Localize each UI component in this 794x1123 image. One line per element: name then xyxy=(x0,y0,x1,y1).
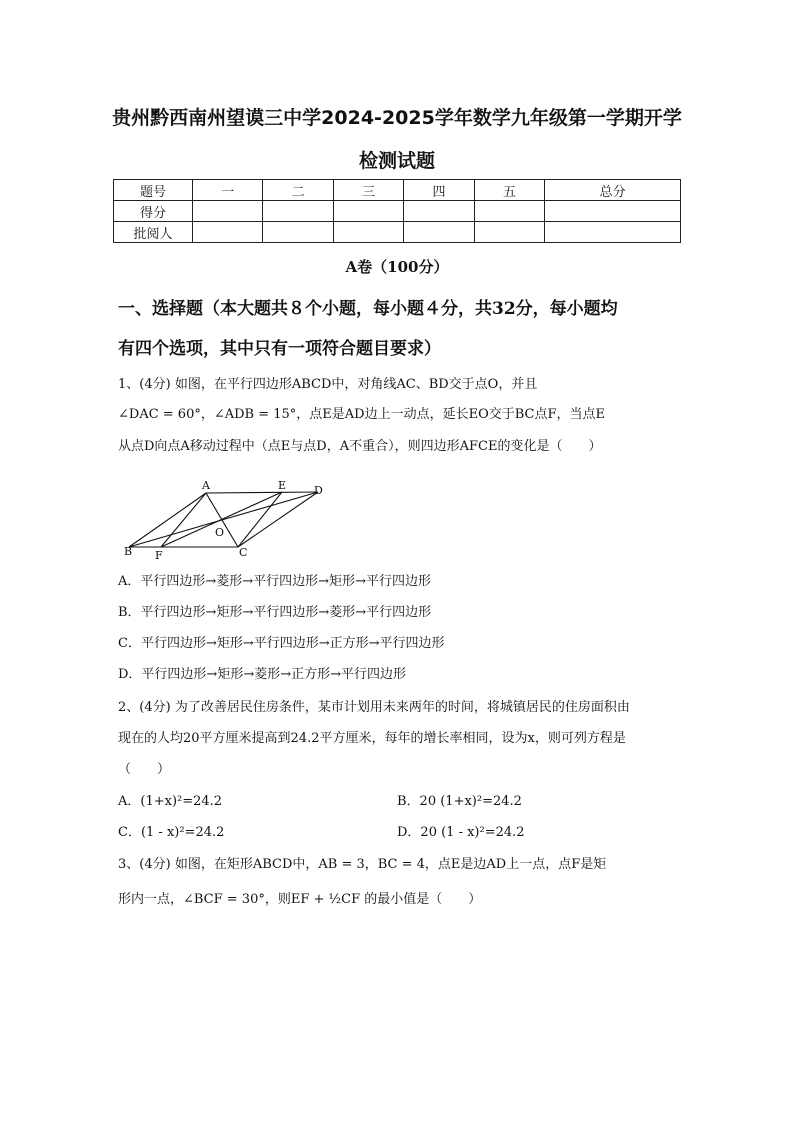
score-table-cell xyxy=(474,222,544,243)
score-table-cell xyxy=(193,222,263,243)
score-table-cell: 二 xyxy=(263,180,333,201)
score-table-cell: 三 xyxy=(333,180,403,201)
score-table-header-row xyxy=(114,180,681,201)
score-table-cell xyxy=(545,201,681,222)
q2-stem-line3: （ ） xyxy=(118,762,171,777)
score-table-cell xyxy=(404,201,474,222)
score-table-cell xyxy=(193,201,263,222)
segment-ce xyxy=(238,492,282,547)
label-b: B xyxy=(124,545,133,558)
exam-title-line1: 贵州黔西南州望谟三中学2024-2025学年数学九年级第一学期开学 xyxy=(112,107,682,129)
score-table-cell: 得分 xyxy=(114,201,193,222)
score-table-cell xyxy=(333,201,403,222)
score-table-cell: 题号 xyxy=(114,180,193,201)
edge-cd xyxy=(238,492,318,547)
q2-option-b[interactable]: B．20 (1+x)²=24.2 xyxy=(397,794,522,809)
section-heading-line1: 一、选择题（本大题共８个小题，每小题４分，共32分，每小题均 xyxy=(118,299,618,319)
q2-option-a[interactable]: A．(1+x)²=24.2 xyxy=(118,794,223,809)
volume-label: A卷（100分） xyxy=(345,258,449,276)
score-table-cell: 总分 xyxy=(545,180,681,201)
q1-option-a[interactable]: A．平行四边形→菱形→平行四边形→矩形→平行四边形 xyxy=(118,574,431,589)
q2-option-d[interactable]: D．20 (1 - x)²=24.2 xyxy=(397,825,525,840)
q2-stem-line1: 2、(4分) 为了改善居民住房条件，某市计划用未来两年的时间，将城镇居民的住房面积由 xyxy=(118,700,630,715)
score-table-cell: 批阅人 xyxy=(114,222,193,243)
score-table-cell: 四 xyxy=(404,180,474,201)
score-table-row-score xyxy=(114,201,681,222)
q1-option-d[interactable]: D．平行四边形→矩形→菱形→正方形→平行四边形 xyxy=(118,667,406,682)
label-d: D xyxy=(314,484,323,497)
parallelogram-figure xyxy=(118,478,348,564)
label-f: F xyxy=(155,549,163,562)
q1-option-b[interactable]: B．平行四边形→矩形→平行四边形→菱形→平行四边形 xyxy=(118,605,432,620)
score-table-row-reviewer xyxy=(114,222,681,243)
label-e: E xyxy=(278,479,287,492)
exam-title-line2: 检测试题 xyxy=(358,150,435,172)
score-table-cell xyxy=(545,222,681,243)
q3-stem-line1: 3、(4分) 如图，在矩形ABCD中，AB = 3，BC = 4，点E是边AD上一点，点F是矩 xyxy=(118,857,607,872)
score-table-cell xyxy=(263,222,333,243)
q1-stem-line3: 从点D向点A移动过程中（点E与点D，A不重合），则四边形AFCE的变化是（ ） xyxy=(118,439,602,454)
label-o: O xyxy=(215,526,225,539)
score-table xyxy=(113,179,681,243)
label-c: C xyxy=(239,546,248,559)
score-table-cell xyxy=(474,201,544,222)
score-table-cell xyxy=(263,201,333,222)
q2-stem-line2: 现在的人均20平方厘米提高到24.2平方厘米，每年的增长率相同，设为x，则可列方程是 xyxy=(118,731,626,746)
section-heading-line2: 有四个选项，其中只有一项符合题目要求） xyxy=(118,339,441,359)
q2-option-c[interactable]: C．(1 - x)²=24.2 xyxy=(118,825,225,840)
score-table-cell: 五 xyxy=(474,180,544,201)
score-table-cell xyxy=(333,222,403,243)
q1-option-c[interactable]: C．平行四边形→矩形→平行四边形→正方形→平行四边形 xyxy=(118,636,445,651)
score-table-cell: 一 xyxy=(193,180,263,201)
score-table-cell xyxy=(404,222,474,243)
q1-stem-line1: 1、(4分) 如图，在平行四边形ABCD中，对角线AC、BD交于点O，并且 xyxy=(118,377,538,392)
q3-stem-line2: 形内一点，∠BCF = 30°，则EF + ½CF 的最小值是（ ） xyxy=(118,892,482,907)
q1-stem-line2: ∠DAC = 60°，∠ADB = 15°，点E是AD边上一动点，延长EO交于BC点F，当点E xyxy=(118,407,606,422)
edge-ad xyxy=(206,492,318,493)
label-a: A xyxy=(202,479,210,492)
